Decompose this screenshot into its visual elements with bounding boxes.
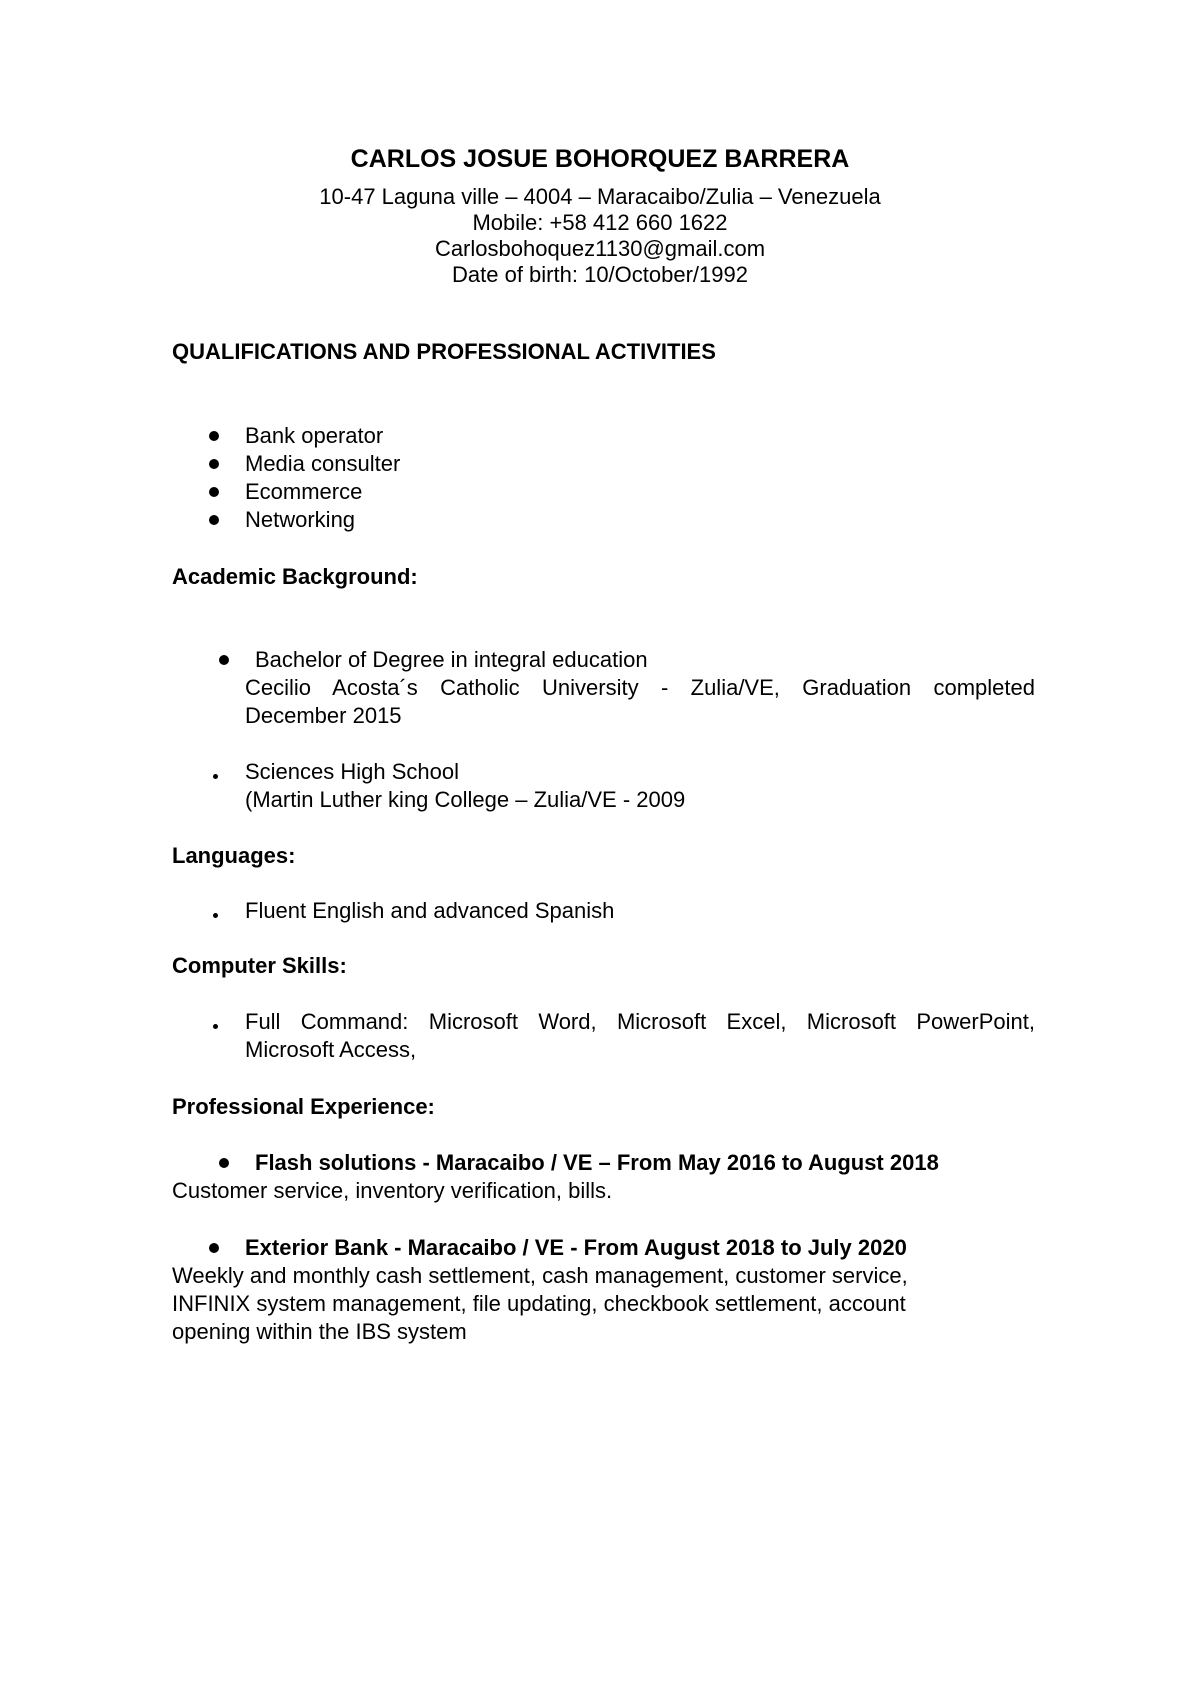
- academic-school-detail: (Martin Luther king College – Zulia/VE - 2009: [245, 787, 686, 812]
- qualification-item: Media consulter: [245, 451, 401, 476]
- qualification-item: Networking: [245, 507, 356, 532]
- experience-title: Flash solutions - Maracaibo / VE – From May 2016 to August 2018: [255, 1150, 939, 1175]
- computer-skills-line2: Microsoft Access,: [245, 1037, 417, 1062]
- email-line: Carlosbohoquez1130@gmail.com: [434, 236, 766, 261]
- qualification-item: Ecommerce: [245, 479, 363, 504]
- dob-line: Date of birth: 10/October/1992: [452, 262, 748, 287]
- bullet-icon: [209, 515, 219, 525]
- academic-degree-detail: Cecilio Acosta´s Catholic University - Zulia/VE, Graduation completed: [245, 675, 1035, 700]
- academic-degree-date: December 2015: [245, 703, 402, 728]
- bullet-icon: [219, 655, 229, 665]
- bullet-icon: [213, 774, 218, 779]
- bullet-icon: [219, 1158, 229, 1168]
- language-item: Fluent English and advanced Spanish: [245, 898, 615, 923]
- computer-skills-heading: Computer Skills:: [172, 953, 347, 978]
- experience-title: Exterior Bank - Maracaibo / VE - From August 2018 to July 2020: [245, 1235, 907, 1260]
- experience-description: INFINIX system management, file updating, checkbook settlement, account: [172, 1291, 906, 1316]
- academic-degree-title: Bachelor of Degree in integral education: [255, 647, 648, 672]
- computer-skills-line1: Full Command: Microsoft Word, Microsoft Excel, Microsoft PowerPoint,: [245, 1009, 1035, 1034]
- bullet-icon: [209, 431, 219, 441]
- academic-heading: Academic Background:: [172, 564, 418, 589]
- bullet-icon: [209, 1243, 219, 1253]
- qualification-item: Bank operator: [245, 423, 384, 448]
- academic-school-title: Sciences High School: [245, 759, 460, 784]
- candidate-name: CARLOS JOSUE BOHORQUEZ BARRERA: [350, 145, 850, 173]
- bullet-icon: [209, 459, 219, 469]
- mobile-line: Mobile: +58 412 660 1622: [472, 210, 728, 235]
- qualifications-heading: QUALIFICATIONS AND PROFESSIONAL ACTIVITIES: [172, 339, 716, 364]
- address-line: 10-47 Laguna ville – 4004 – Maracaibo/Zulia – Venezuela: [319, 184, 881, 209]
- experience-description: opening within the IBS system: [172, 1319, 467, 1344]
- experience-description: Weekly and monthly cash settlement, cash management, customer service,: [172, 1263, 908, 1288]
- experience-heading: Professional Experience:: [172, 1094, 435, 1119]
- experience-description: Customer service, inventory verification, bills.: [172, 1178, 613, 1203]
- languages-heading: Languages:: [172, 843, 296, 868]
- bullet-icon: [213, 1024, 218, 1029]
- bullet-icon: [209, 487, 219, 497]
- bullet-icon: [213, 913, 218, 918]
